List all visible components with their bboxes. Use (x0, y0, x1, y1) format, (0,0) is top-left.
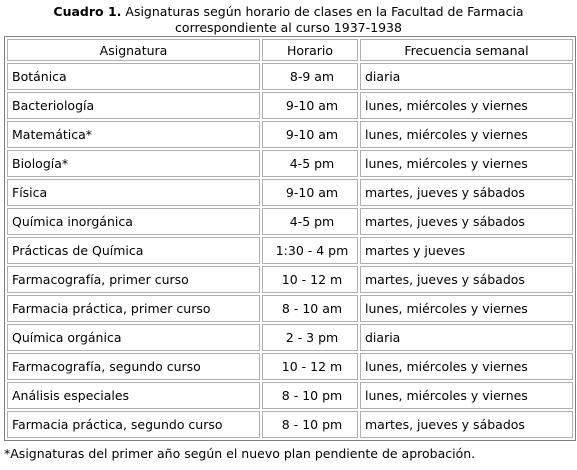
table-row (7, 353, 573, 380)
cell-frecuencia: martes, jueves y sábados (360, 179, 573, 206)
cell-horario: 9-10 am (262, 179, 358, 206)
cell-frecuencia: lunes, miércoles y viernes (360, 92, 573, 119)
cell-frecuencia: martes, jueves y sábados (360, 266, 573, 293)
caption-title: Asignaturas según horario de clases en la Facultad de Farmacia (125, 4, 524, 19)
table-row (7, 63, 573, 90)
table-row (7, 121, 573, 148)
cell-asignatura: Física (7, 179, 260, 206)
schedule-table (4, 36, 576, 441)
caption-line-2: correspondiente al curso 1937-1938 (175, 20, 402, 35)
table-row (7, 266, 573, 293)
cell-asignatura: Farmacografía, segundo curso (7, 353, 260, 380)
cell-frecuencia: lunes, miércoles y viernes (360, 121, 573, 148)
cell-asignatura: Farmacia práctica, primer curso (7, 295, 260, 322)
cell-asignatura: Farmacografía, primer curso (7, 266, 260, 293)
cell-horario: 2 - 3 pm (262, 324, 358, 351)
table-row (7, 324, 573, 351)
cell-asignatura: Análisis especiales (7, 382, 260, 409)
cell-asignatura: Botánica (7, 63, 260, 90)
header-asignatura: Asignatura (7, 39, 260, 61)
cell-frecuencia: lunes, miércoles y viernes (360, 382, 573, 409)
cell-horario: 4-5 pm (262, 150, 358, 177)
footnote: *Asignaturas del primer año según el nuevo plan pendiente de aprobación. (4, 446, 476, 461)
cell-frecuencia: lunes, miércoles y viernes (360, 295, 573, 322)
cell-asignatura: Prácticas de Química (7, 237, 260, 264)
table-row (7, 150, 573, 177)
cell-horario: 8 - 10 pm (262, 411, 358, 438)
table-row (7, 179, 573, 206)
cell-frecuencia: martes, jueves y sábados (360, 208, 573, 235)
table-caption (0, 4, 577, 36)
header-horario: Horario (262, 39, 358, 61)
cell-asignatura: Biología* (7, 150, 260, 177)
cell-horario: 8 - 10 am (262, 295, 358, 322)
cell-horario: 10 - 12 m (262, 266, 358, 293)
cell-asignatura: Química inorgánica (7, 208, 260, 235)
cell-frecuencia: martes, jueves y sábados (360, 411, 573, 438)
table-row (7, 411, 573, 438)
header-frecuencia: Frecuencia semanal (360, 39, 573, 61)
cell-frecuencia: lunes, miércoles y viernes (360, 150, 573, 177)
table-row (7, 237, 573, 264)
cell-frecuencia: diaria (360, 63, 573, 90)
cell-horario: 9-10 am (262, 121, 358, 148)
table-header-row (7, 39, 573, 61)
table-body (7, 63, 573, 438)
cell-asignatura: Farmacia práctica, segundo curso (7, 411, 260, 438)
table-row (7, 92, 573, 119)
cell-frecuencia: martes y jueves (360, 237, 573, 264)
cell-horario: 4-5 pm (262, 208, 358, 235)
cell-horario: 8 - 10 pm (262, 382, 358, 409)
cell-horario: 1:30 - 4 pm (262, 237, 358, 264)
cell-horario: 10 - 12 m (262, 353, 358, 380)
cell-asignatura: Matemática* (7, 121, 260, 148)
cell-horario: 9-10 am (262, 92, 358, 119)
table-row (7, 295, 573, 322)
cell-asignatura: Química orgánica (7, 324, 260, 351)
table-row (7, 208, 573, 235)
cell-frecuencia: diaria (360, 324, 573, 351)
cell-horario: 8-9 am (262, 63, 358, 90)
caption-label: Cuadro 1. (53, 4, 122, 19)
table-row (7, 382, 573, 409)
cell-frecuencia: lunes, miércoles y viernes (360, 353, 573, 380)
cell-asignatura: Bacteriología (7, 92, 260, 119)
caption-line-1 (0, 4, 577, 20)
